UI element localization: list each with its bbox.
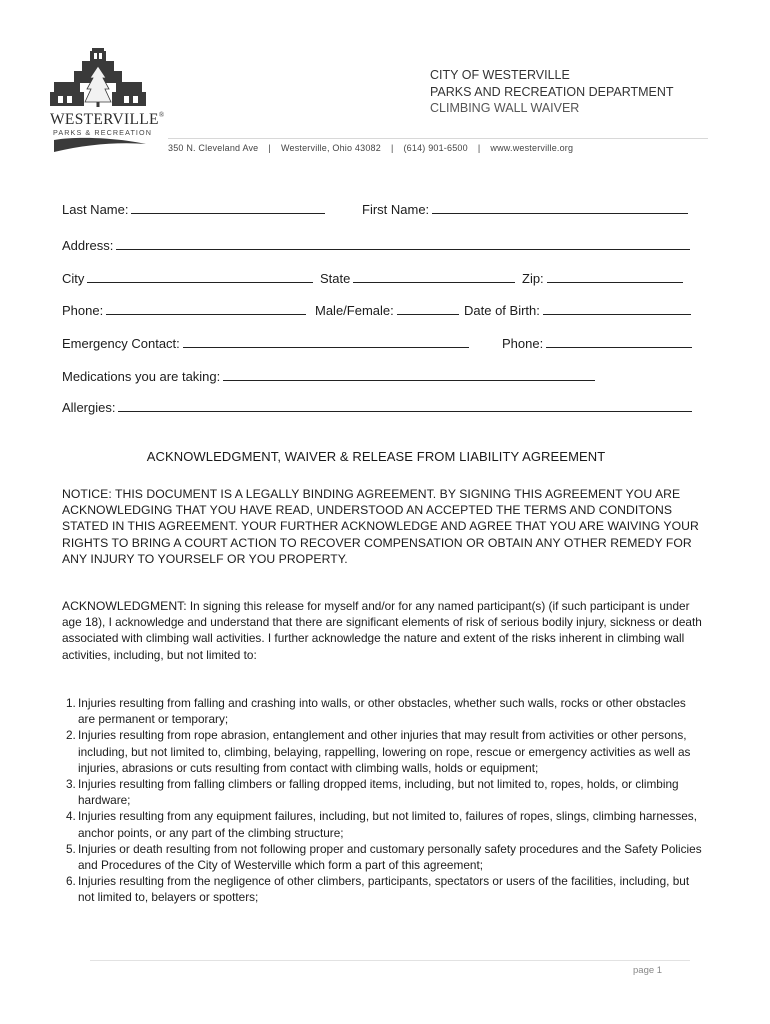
header-city: CITY OF WESTERVILLE <box>430 68 570 82</box>
page-number: page 1 <box>633 965 663 976</box>
header-document-title: CLIMBING WALL WAIVER <box>430 101 580 115</box>
logo-building-icon <box>50 48 146 107</box>
list-item: 4. Injuries resulting from any equipment failures, including, but not limited to, failures of ropes, slings, climbing harnesses, anchor points, or any part of the climbing structure; <box>66 809 697 840</box>
acknowledgment-paragraph <box>62 598 702 663</box>
logo-subtitle: PARKS & RECREATION <box>53 128 153 137</box>
gender-field[interactable]: Male/Female: <box>315 302 459 318</box>
city-field[interactable]: City <box>62 270 313 286</box>
contact-city: Westerville, Ohio 43082 <box>280 143 381 153</box>
logo-wordmark: WESTERVILLE® <box>50 111 165 128</box>
westerville-logo <box>48 44 158 168</box>
list-item: 6. Injuries resulting from the negligence of other climbers, participants, spectators or users of the facilities, including, but not limited to, belayers or spotters; <box>66 874 690 905</box>
header-divider <box>168 138 708 139</box>
contact-line <box>168 143 573 153</box>
separator: | <box>477 143 481 153</box>
agreement-title: ACKNOWLEDGMENT, WAIVER & RELEASE FROM LIABILITY AGREEMENT <box>146 449 606 464</box>
acknowledgment-text: In signing this release for myself and/or for any named participant(s) (if such participant is under age 18), I acknowledge and understand that there are significant elements of risk of serious bodily injury, sickness or death associated with climbing wall activities. I further acknowledge the nature and extent of the risks inherent in climbing wall activities, including, but not limited to: <box>62 599 702 662</box>
list-item: 5. Injuries or death resulting from not following proper and customary personally safety procedures and the Safety Policies and Procedures of the City of Westerville which form a part of this agreement; <box>66 841 702 873</box>
date-of-birth-field[interactable]: Date of Birth: <box>464 302 691 318</box>
state-field[interactable]: State <box>320 270 515 286</box>
last-name-field[interactable]: Last Name: <box>62 201 325 217</box>
contact-website: www.westerville.org <box>490 143 574 153</box>
separator: | <box>390 143 394 153</box>
risk-list <box>62 695 702 906</box>
allergies-field[interactable]: Allergies: <box>62 399 692 415</box>
registered-mark: ® <box>158 111 165 119</box>
medications-field[interactable]: Medications you are taking: <box>62 368 595 384</box>
list-item: 1. Injuries resulting from falling and crashing into walls, or other obstacles, whether such walls, rocks or other obstacles are permanent or temporary; <box>66 696 686 727</box>
acknowledgment-lead: ACKNOWLEDGMENT: <box>62 599 187 613</box>
notice-paragraph: NOTICE: THIS DOCUMENT IS A LEGALLY BINDING AGREEMENT. BY SIGNING THIS AGREEMENT YOU ARE ACKNOWLEDGING THAT YOU HAVE READ, UNDERSTOOD AN ACCEPTED THE TERMS AND CONDITONS STATED IN THIS AGREEMENT. YOUR FURTHER ACKNOWLEDGE AND AGREE THAT YOU ARE WAIVING YOUR RIGHTS TO BRING A COURT ACTION TO RECOVER COMPENSATION OR OBTAIN ANY OTHER REMEDY FOR ANY INJURY TO YOURSELF OR YOU PROPERTY. <box>62 487 699 566</box>
emergency-contact-field[interactable]: Emergency Contact: <box>62 335 469 351</box>
address-field[interactable]: Address: <box>62 237 690 253</box>
logo-swoosh-icon <box>54 138 146 152</box>
emergency-phone-field[interactable]: Phone: <box>502 335 692 351</box>
contact-address: 350 N. Cleveland Ave <box>168 143 259 153</box>
list-item: 2. Injuries resulting from rope abrasion, entanglement and other injuries that may result from activities or other persons, including, but not limited to, climbing, belaying, rappelling, lowering on rope, rescue or emergency activities as well as injuries, abrasions or cuts resulting from contact with climbing walls, holds or equipment; <box>66 728 691 775</box>
first-name-field[interactable]: First Name: <box>362 201 688 217</box>
separator: | <box>268 143 271 153</box>
footer-divider <box>90 960 690 961</box>
list-item: 3. Injuries resulting from falling climbers or falling dropped items, including, but not limited to, ropes, holds, or climbing hardware; <box>66 777 679 808</box>
contact-phone: (614) 901-6500 <box>403 143 468 153</box>
header-department: PARKS AND RECREATION DEPARTMENT <box>430 85 674 99</box>
phone-field[interactable]: Phone: <box>62 302 306 318</box>
zip-field[interactable]: Zip: <box>522 270 683 286</box>
